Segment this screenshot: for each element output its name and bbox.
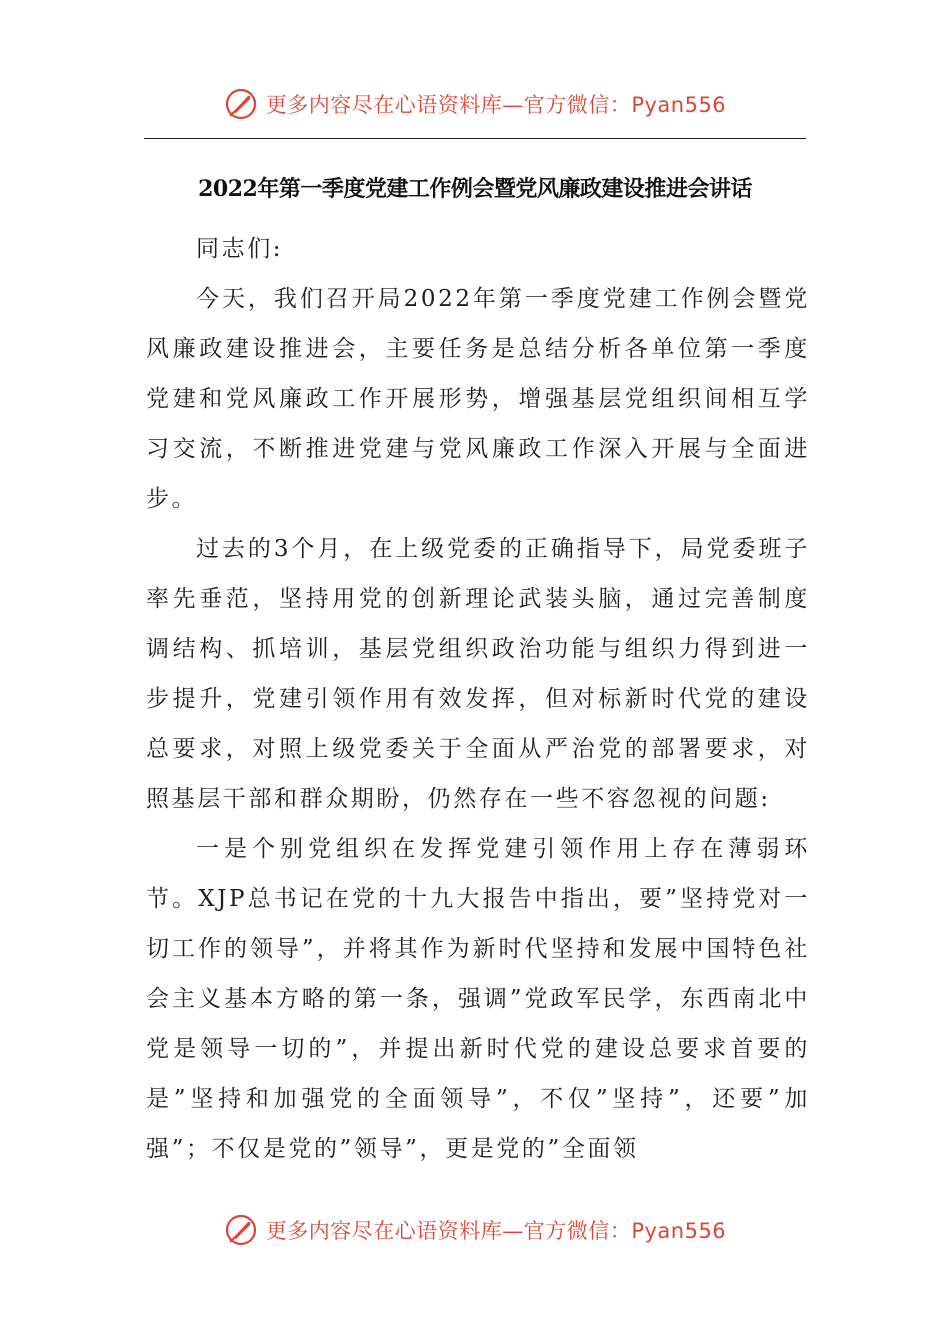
banner-text	[266, 89, 726, 119]
banner-slogan: 更多内容尽在心语资料库—官方微信：	[265, 1219, 632, 1243]
banner-wechat-id: Pyan556	[631, 1219, 727, 1243]
document-body	[146, 224, 810, 1174]
document-title: 2022年第一季度党建工作例会暨党风廉政建设推进会讲话	[198, 176, 752, 202]
banner-slogan: 更多内容尽在心语资料库—官方微信：	[265, 93, 632, 117]
quill-logo-icon	[224, 1213, 258, 1247]
banner-text	[266, 1215, 726, 1245]
paragraph-issue-one: 一是个别党组织在发挥党建引领作用上存在薄弱环节。XJP总书记在党的十九大报告中指出，要”坚持党对一切工作的领导”，并将其作为新时代坚持和发展中国特色社会主义基本方略的第一条，强调”党政军民学，东西南北中党是领导一切的”，并提出新时代党的建设总要求首要的是”坚持和加强党的全面领导”，不仅”坚持”，还要”加强”；不仅是党的”领导”，更是党的”全面领	[146, 836, 810, 1162]
footer-banner	[0, 1208, 950, 1252]
paragraph-intro: 今天，我们召开局2022年第一季度党建工作例会暨党风廉政建设推进会，主要任务是总结分析各单位第一季度党建和党风廉政工作开展形势，增强基层党组织间相互学习交流，不断推进党建与党风廉政工作深入开展与全面进步。	[146, 286, 810, 512]
paragraph-review: 过去的3个月，在上级党委的正确指导下，局党委班子率先垂范，坚持用党的创新理论武装头脑，通过完善制度调结构、抓培训，基层党组织政治功能与组织力得到进一步提升，党建引领作用有效发挥，但对标新时代党的建设总要求，对照上级党委关于全面从严治党的部署要求，对照基层干部和群众期盼，仍然存在一些不容忽视的问题:	[146, 536, 810, 812]
quill-logo-icon	[224, 87, 258, 121]
banner-wechat-id: Pyan556	[631, 93, 727, 117]
header-divider	[144, 138, 806, 139]
header-banner	[0, 82, 950, 126]
paragraph-salutation: 同志们:	[196, 236, 284, 262]
